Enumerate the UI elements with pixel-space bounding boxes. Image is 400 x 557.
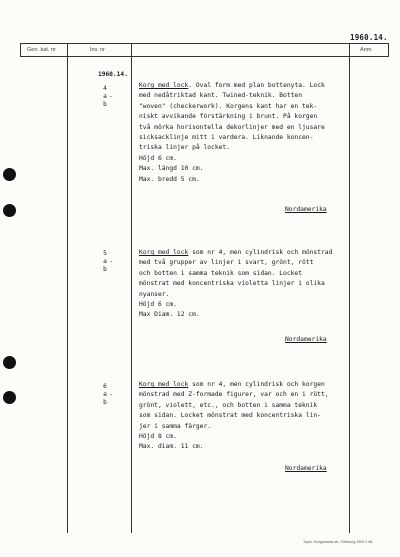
entry-number: 4	[103, 85, 107, 92]
entry-line: Höjd 6 cm.	[139, 154, 177, 162]
entry-line: två mörka horisontella dekorlinjer med en ljusare	[139, 123, 325, 131]
entry-region: Nordamerika	[285, 206, 327, 213]
entry-sub-dash: -	[109, 391, 113, 398]
entry-number: 5	[103, 250, 107, 257]
header-bottom-rule	[20, 56, 388, 57]
column-label-gen-kat-nr: Gen. kat. nr	[27, 47, 56, 53]
entry-line: Max. bredd 5 cm.	[139, 175, 200, 183]
entry-line: med nedåtriktad kant. Twined-teknik. Botten	[139, 92, 303, 100]
entry-sub-b: b	[103, 266, 107, 273]
entry-description	[139, 248, 332, 321]
entry-title: Korg med lock	[139, 82, 189, 89]
column-label-anm: Anm.	[360, 47, 373, 53]
entry-line: med två grupper av linjer i svart, grönt, rött	[139, 259, 314, 267]
entry-region: Nordamerika	[285, 465, 327, 472]
entry-line: jer i samma färger.	[139, 422, 212, 430]
entry-line: Max Diam. 12 cm.	[139, 311, 200, 319]
punch-hole	[3, 356, 16, 369]
entry-line: mönstrat med koncentriska violetta linjer i olika	[139, 280, 325, 288]
entry-line: grönt, violett, etc., och botten i samma teknik	[139, 401, 318, 409]
entry-line: Höjd 8 cm.	[139, 433, 177, 441]
entry-sub-a: a	[103, 93, 107, 100]
entry-title: Korg med lock	[139, 381, 189, 388]
entry-line: som nr 4, men cylindrisk och mönstrad	[188, 249, 333, 256]
column-divider-2	[131, 43, 132, 533]
entry-line: Max. längd 10 cm.	[139, 165, 204, 173]
entry-title: Korg med lock	[139, 249, 189, 256]
entry-sub-a: a	[103, 258, 107, 265]
entry-line: niskt avvikande förstärkning i brunt. På korgen	[139, 113, 318, 121]
header-top-rule	[20, 43, 388, 44]
entry-line: triska linjer på locket.	[139, 144, 230, 152]
column-divider-1	[67, 43, 68, 533]
entry-sub-b: b	[103, 399, 107, 406]
entry-line: Höjd 6 cm.	[139, 301, 177, 309]
punch-hole	[3, 168, 16, 181]
column-label-inv-nr: Inv. nr	[90, 47, 105, 53]
entry-line: . Oval form med plan bottenyta. Lock	[188, 82, 325, 89]
entry-line: mönstrad med Z-formade figurer, var och en i rött,	[139, 391, 329, 399]
entry-sub-dash: -	[109, 93, 113, 100]
entry-description	[139, 380, 329, 453]
column-divider-left	[20, 43, 21, 57]
entry-line: som nr 4, men cylindrisk och korgen	[188, 381, 325, 388]
entry-region: Nordamerika	[285, 336, 327, 343]
entry-description	[139, 81, 325, 185]
entry-line: nyanser.	[139, 290, 170, 298]
entry-sub-b: b	[103, 101, 107, 108]
entry-line: och botten i samma teknik som sidan. Locket	[139, 269, 303, 277]
section-id: 1960.14.	[98, 71, 128, 78]
header-catalog-number: 1960.14.	[350, 33, 388, 42]
column-divider-3	[349, 43, 350, 533]
entry-line: som sidan. Locket mönstrat med koncentriska lin-	[139, 412, 321, 420]
entry-sub-a: a	[103, 391, 107, 398]
printer-footer: Tryck. Kungsbacka ab, Göteborg 3309 1 68	[303, 540, 373, 544]
column-divider-right	[388, 43, 389, 57]
punch-hole	[3, 204, 16, 217]
punch-hole	[3, 391, 16, 404]
entry-line: Max. diam. 11 cm.	[139, 443, 204, 451]
entry-line: sicksacklinje mitt i vardera. Liknande koncen-	[139, 134, 314, 142]
entry-line: "woven" (checkerwork). Korgens kant har en tek-	[139, 102, 318, 110]
entry-sub-dash: -	[109, 258, 113, 265]
entry-number: 6	[103, 383, 107, 390]
